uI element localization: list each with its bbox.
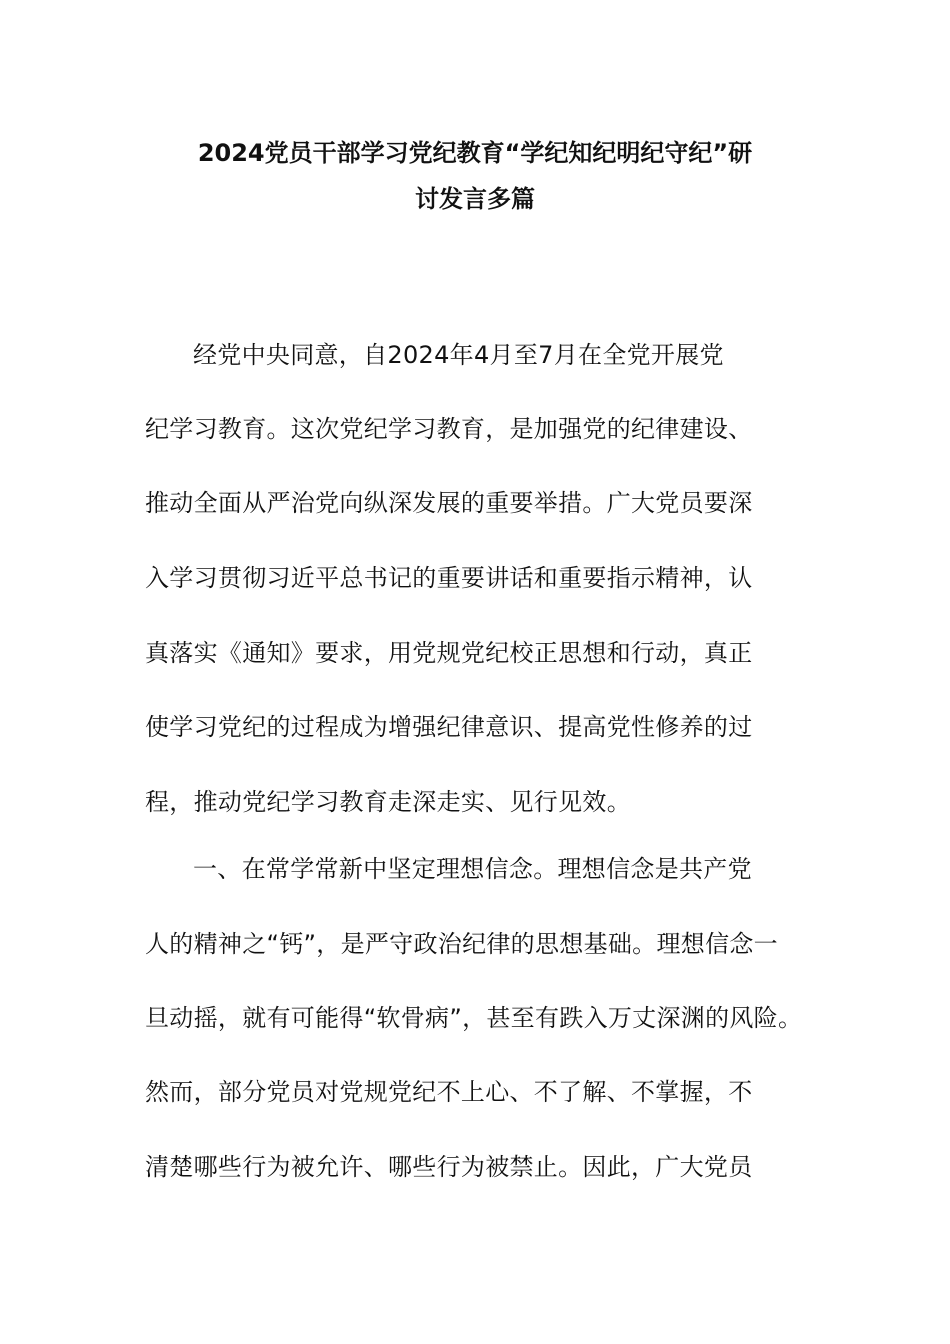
paragraph-1-line-1: 经党中央同意，自2024年4月至7月在全党开展党 (193, 341, 724, 369)
paragraph-1-line-3: 推动全面从严治党向纵深发展的重要举措。广大党员要深 (145, 489, 753, 517)
paragraph-2-line-4: 然而，部分党员对党规党纪不上心、不了解、不掌握，不 (145, 1078, 753, 1106)
paragraph-1-line-5: 真落实《通知》要求，用党规党纪校正思想和行动，真正 (145, 639, 753, 667)
paragraph-2-line-1: 一、在常学常新中坚定理想信念。理想信念是共产党 (193, 855, 752, 883)
paragraph-1-line-6: 使学习党纪的过程成为增强纪律意识、提高党性修养的过 (145, 713, 753, 741)
document-title-line-2: 讨发言多篇 (415, 185, 535, 213)
paragraph-2-line-2: 人的精神之“钙”，是严守政治纪律的思想基础。理想信念一 (145, 930, 778, 958)
document-title-line-1: 2024党员干部学习党纪教育“学纪知纪明纪守纪”研 (197, 139, 753, 167)
paragraph-2-line-3: 旦动摇，就有可能得“软骨病”，甚至有跌入万丈深渊的风险。 (145, 1004, 803, 1032)
paragraph-1-line-4: 入学习贯彻习近平总书记的重要讲话和重要指示精神，认 (145, 564, 753, 592)
paragraph-1-line-2: 纪学习教育。这次党纪学习教育，是加强党的纪律建设、 (145, 415, 753, 443)
paragraph-2-line-5: 清楚哪些行为被允许、哪些行为被禁止。因此，广大党员 (145, 1153, 753, 1181)
paragraph-1-line-7: 程，推动党纪学习教育走深走实、见行见效。 (145, 788, 631, 816)
